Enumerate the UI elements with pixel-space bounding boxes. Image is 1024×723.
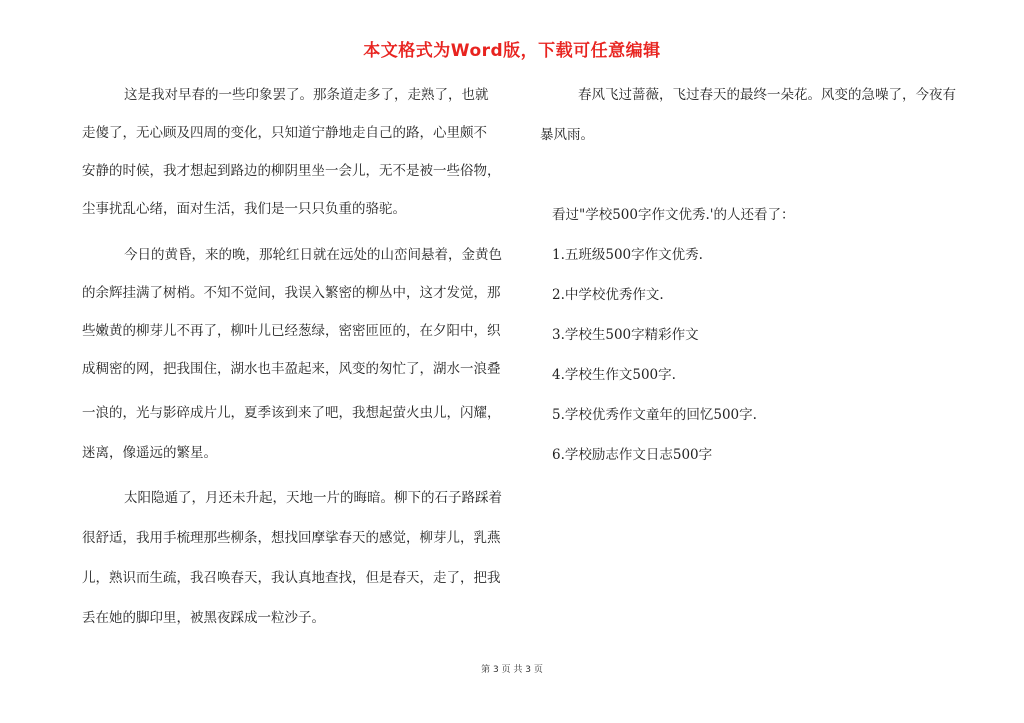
paragraph-line: 今日的黄昏，来的晚，那轮红日就在远处的山峦间悬着，金黄色: [124, 247, 502, 263]
paragraph-line: 的余辉挂满了树梢。不知不觉间，我误入繁密的柳丛中，这才发觉，那: [82, 285, 501, 301]
paragraph-line: 儿，熟识而生疏，我召唤春天，我认真地查找，但是春天，走了，把我: [82, 570, 501, 586]
related-link-item[interactable]: 1.五班级500字作文优秀.: [552, 247, 703, 263]
paragraph-line: 安静的时候，我才想起到路边的柳阴里坐一会儿，无不是被一些俗物，: [82, 163, 501, 179]
related-intro: 看过"学校500字作文优秀.'的人还看了：: [552, 207, 795, 223]
related-link-item[interactable]: 4.学校生作文500字.: [552, 367, 676, 383]
related-link-item[interactable]: 5.学校优秀作文童年的回忆500字.: [552, 407, 757, 423]
paragraph-line: 成稠密的网，把我围住，湖水也丰盈起来，风变的匆忙了，湖水一浪叠: [82, 361, 501, 377]
poem-line: 春风飞过蔷薇，飞过春天的最终一朵花。风变的急噪了，今夜有: [578, 87, 956, 103]
paragraph-line: 迷离，像遥远的繁星。: [82, 445, 217, 461]
related-link-item[interactable]: 3.学校生500字精彩作文: [552, 327, 699, 343]
paragraph-line: 这是我对早春的一些印象罢了。那条道走多了，走熟了，也就: [124, 87, 489, 103]
header-banner: 本文格式为Word版，下载可任意编辑: [363, 41, 661, 61]
paragraph-line: 太阳隐遁了，月还未升起，天地一片的晦暗。柳下的石子路踩着: [124, 490, 502, 506]
related-link-item[interactable]: 2.中学校优秀作文.: [552, 287, 664, 303]
paragraph-line: 走傻了，无心顾及四周的变化，只知道宁静地走自己的路，心里颇不: [82, 125, 487, 141]
paragraph-line: 一浪的，光与影碎成片儿，夏季该到来了吧，我想起萤火虫儿，闪耀，: [82, 405, 501, 421]
paragraph-line: 丢在她的脚印里，被黑夜踩成一粒沙子。: [82, 610, 325, 626]
paragraph-line: 很舒适，我用手梳理那些柳条，想找回摩挲春天的感觉，柳芽儿，乳燕: [82, 530, 501, 546]
page-number: 第 3 页 共 3 页: [481, 665, 543, 675]
poem-line: 暴风雨。: [540, 127, 594, 143]
paragraph-line: 尘事扰乱心绪，面对生活，我们是一只只负重的骆驼。: [82, 201, 406, 217]
paragraph-line: 些嫩黄的柳芽儿不再了，柳叶儿已经葱绿，密密匝匝的，在夕阳中，织: [82, 323, 501, 339]
related-link-item[interactable]: 6.学校励志作文日志500字: [552, 447, 713, 463]
